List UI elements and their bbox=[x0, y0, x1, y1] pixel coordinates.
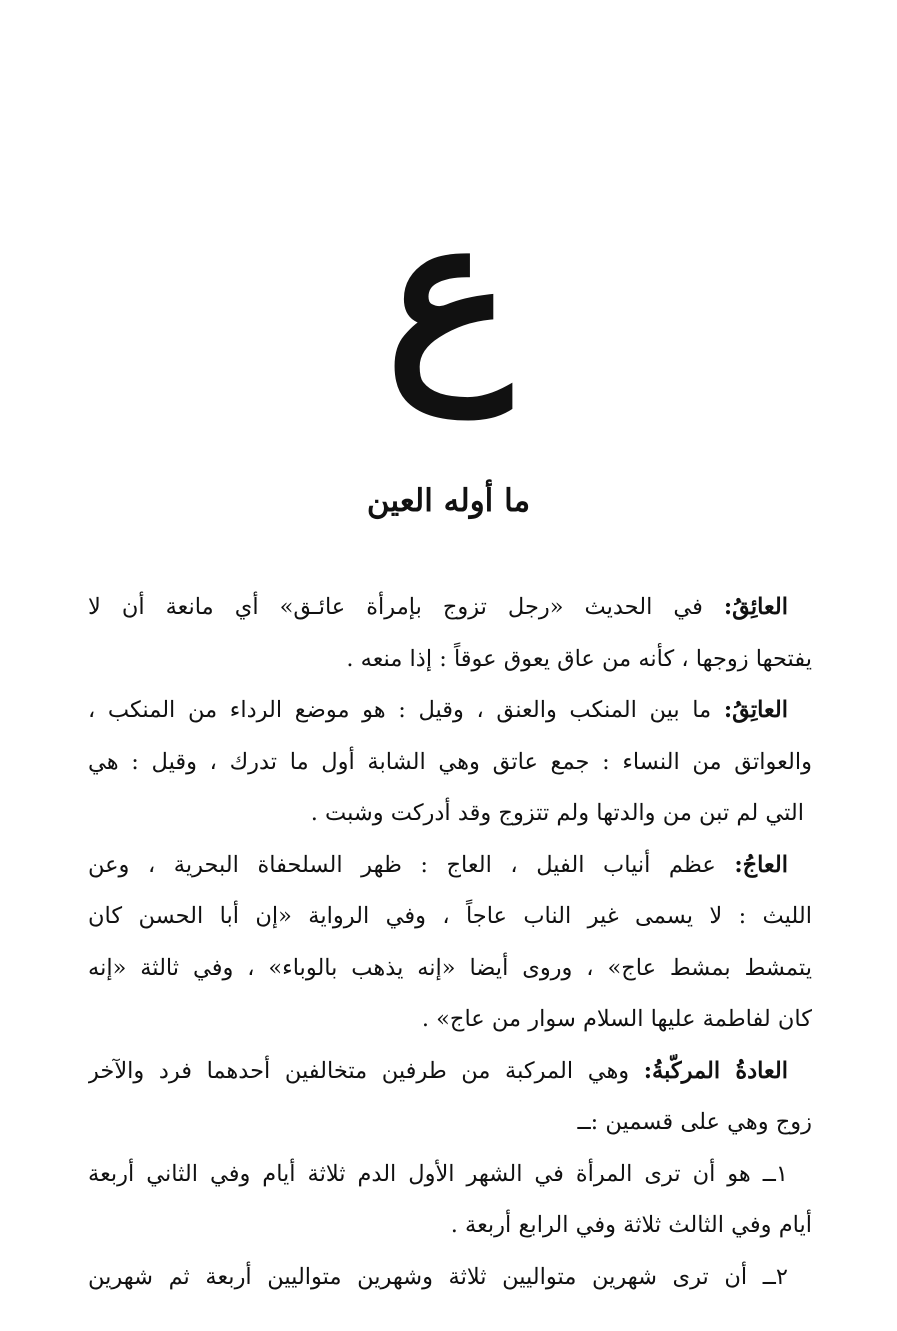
text-line: أيام وفي الثالث ثلاثة وفي الرابع أربعة . bbox=[450, 1212, 812, 1238]
numbered-item bbox=[88, 1149, 812, 1252]
dictionary-entry bbox=[88, 582, 812, 685]
entry-term: العاتِقُ: bbox=[723, 697, 788, 723]
text-line: زوج وهي على قسمين :ــ bbox=[577, 1109, 812, 1135]
text-line bbox=[88, 582, 812, 634]
entry-text: ما بين المنكب والعنق ، وقيل : هو موضع الرداء من المنكب ، bbox=[88, 697, 724, 723]
entry-text: في الحديث «رجل تزوج بإمرأة عائـق» أي مانعة أن لا bbox=[88, 594, 724, 620]
text-line: يتمشط بمشط عاج» ، وروى أيضا «إنه يذهب بالوباء» ، وفي ثالثة «إنه bbox=[88, 954, 812, 981]
dictionary-entry bbox=[88, 1046, 812, 1149]
dictionary-body bbox=[88, 582, 812, 1303]
dictionary-entry bbox=[88, 685, 812, 840]
text-line bbox=[88, 685, 812, 737]
section-title: ما أوله العين bbox=[366, 483, 531, 519]
entry-term: العائِقُ: bbox=[723, 594, 788, 620]
text-line bbox=[88, 1046, 812, 1098]
text-line: ١ــ هو أن ترى المرأة في الشهر الأول الدم ثلاثة أيام وفي الثاني أربعة bbox=[88, 1160, 788, 1187]
entry-text: عظم أنياب الفيل ، العاج : ظهر السلحفاة البحرية ، وعن bbox=[88, 851, 735, 878]
chapter-letter: ع bbox=[385, 169, 512, 416]
text-line: الليث : لا يسمى غير الناب عاجاً ، وفي الرواية «إن أبا الحسن كان bbox=[88, 903, 812, 929]
text-line: ٢ــ أن ترى شهرين متواليين ثلاثة وشهرين متواليين أربعة ثم شهرين bbox=[88, 1263, 788, 1290]
entry-text: وهي المركبة من طرفين متخالفين أحدهما فرد والآخر bbox=[88, 1057, 644, 1084]
dictionary-entry bbox=[88, 840, 812, 1046]
entry-term: العاجُ: bbox=[734, 851, 788, 878]
text-line: يفتحها زوجها ، كأنه من عاق يعوق عوقاً : إذا منعه . bbox=[346, 645, 812, 672]
entry-term: العادةُ المركّبةُ: bbox=[643, 1057, 788, 1084]
numbered-item bbox=[88, 1252, 812, 1304]
text-line: كان لفاطمة عليها السلام سوار من عاج» . bbox=[421, 1006, 812, 1032]
text-line: التي لم تبن من والدتها ولم تتزوج وقد أدركت وشبت . bbox=[310, 800, 804, 826]
text-line: والعواتق من النساء : جمع عاتق وهي الشابة أول ما تدرك ، وقيل : هي bbox=[88, 748, 812, 775]
text-line bbox=[88, 840, 812, 892]
